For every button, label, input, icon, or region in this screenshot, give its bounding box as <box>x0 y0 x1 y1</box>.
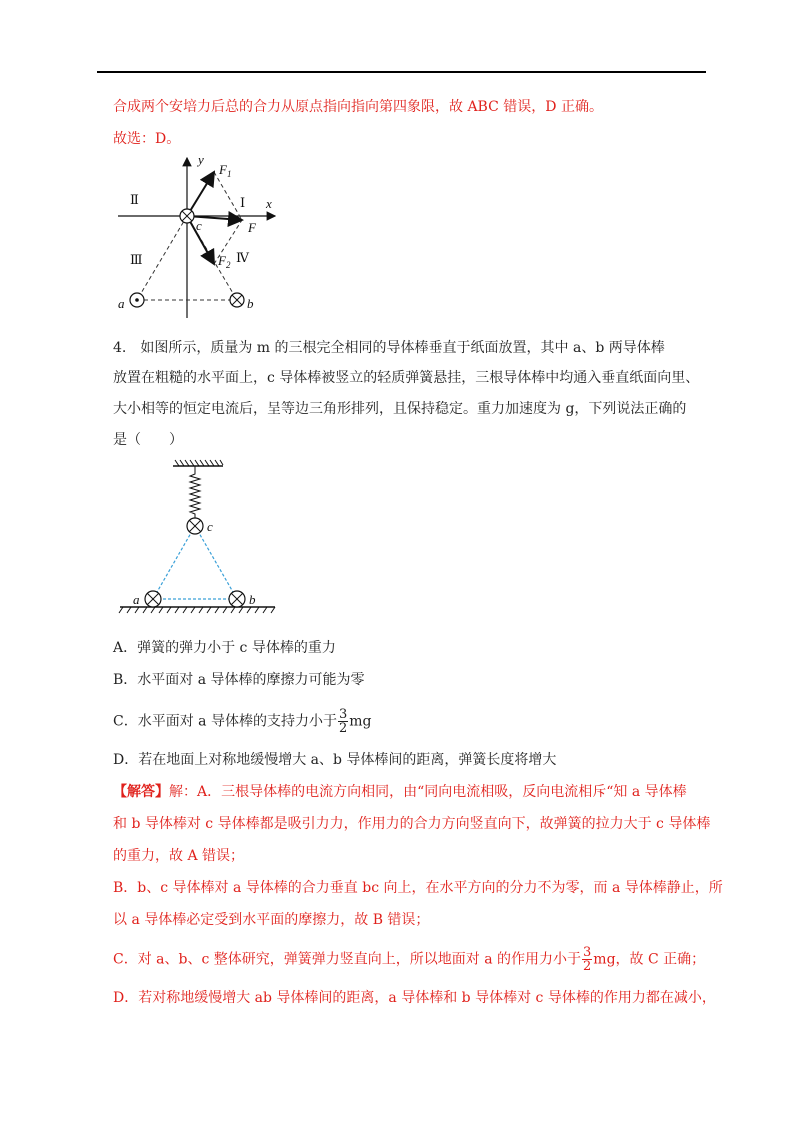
header-rule <box>97 71 706 73</box>
answer-tag: 【解答】 <box>113 784 169 800</box>
answer-line-3: 的重力，故 A 错误； <box>113 848 245 864</box>
question-4-line-1: 4. 如图所示，质量为 m 的三根完全相同的导体棒垂直于纸面放置，其中 a、b 两导体棒 <box>113 340 665 356</box>
prev-solution-answer: 故选：D。 <box>113 131 181 147</box>
fraction-three-halves: $\frac{3}{2}$ <box>338 707 348 736</box>
quadrant-II-label: Ⅱ <box>130 192 139 207</box>
spring <box>190 466 200 519</box>
conductor-b-symbol <box>229 591 245 607</box>
prev-solution-line-1: 合成两个安培力后总的合力从原点指向指向第四象限，故 ABC 错误，D 正确。 <box>113 99 603 115</box>
option-D: D．若在地面上对称地缓慢增大 a、b 导体棒间的距离，弹簧长度将增大 <box>113 752 557 768</box>
question-4-line-3: 大小相等的恒定电流后，呈等边三角形排列，且保持稳定。重力加速度为 g，下列说法正确的 <box>113 401 687 417</box>
answer-line-1: 【解答】解：A．三根导体棒的电流方向相同，由“同向电流相吸，反向电流相斥“知 a 导体棒 <box>113 784 687 800</box>
triangle-dashed <box>137 172 242 300</box>
force-F1-arrow <box>187 172 214 216</box>
fraction-three-halves: $\frac{3}{2}$ <box>583 945 592 974</box>
spring-conductors-figure <box>115 458 285 618</box>
conductor-c-symbol <box>187 518 203 534</box>
quadrant-III-label: Ⅲ <box>130 252 143 267</box>
conductor-c-symbol <box>180 209 194 223</box>
force-diagram-figure <box>110 150 300 320</box>
ground-hatch <box>119 607 275 613</box>
a-label: a <box>133 592 140 607</box>
quadrant-I-label: Ⅰ <box>240 195 246 210</box>
option-A: A．弹簧的弹力小于 c 导体棒的重力 <box>113 640 336 656</box>
answer-line-4: B．b、c 导体棒对 a 导体棒的合力垂直 bc 向上，在水平方向的分力不为零，而 a 导体棒静止，所 <box>113 880 723 896</box>
quadrant-IV-label: Ⅳ <box>236 250 249 265</box>
answer-line-2: 和 b 导体棒对 c 导体棒都是吸引力力，作用力的合力方向竖直向下，故弹簧的拉力大于 c 导体棒 <box>113 816 711 832</box>
b-label: b <box>247 296 254 311</box>
conductor-b-symbol <box>230 293 244 307</box>
c-label: c <box>207 519 213 534</box>
question-4-line-4: 是（ ） <box>113 432 183 448</box>
answer-line-7: D．若对称地缓慢增大 ab 导体棒间的距离，a 导体棒和 b 导体棒对 c 导体棒的作用力都在减小， <box>113 990 716 1006</box>
answer-line-6: C．对 a、b、c 整体研究，弹簧弹力竖直向上，所以地面对 a 的作用力小于 $\frac{3}{2}$ mg，故 C 正确； <box>113 945 706 974</box>
b-label: b <box>249 592 256 607</box>
y-axis-label: y <box>198 152 204 167</box>
option-C: C．水平面对 a 导体棒的支持力小于 $\frac{3}{2}$ mg <box>113 707 372 736</box>
F2-label: $F_2$ <box>218 253 231 270</box>
F1-label: $F_1$ <box>219 162 232 179</box>
conductor-a-symbol <box>130 293 144 307</box>
triangle-lines <box>153 526 237 599</box>
question-4-line-2: 放置在粗糙的水平面上，c 导体棒被竖立的轻质弹簧悬挂，三根导体棒中均通入垂直纸面向里、 <box>113 370 700 386</box>
F-label: F <box>248 220 256 235</box>
answer-line-5: 以 a 导体棒必定受到水平面的摩擦力，故 B 错误； <box>113 912 430 928</box>
a-label: a <box>118 296 125 311</box>
option-B: B．水平面对 a 导体棒的摩擦力可能为零 <box>113 672 365 688</box>
conductor-a-symbol <box>145 591 161 607</box>
c-label: c <box>196 218 202 233</box>
ceiling-hatch <box>175 460 223 466</box>
x-axis-label: x <box>266 196 272 211</box>
